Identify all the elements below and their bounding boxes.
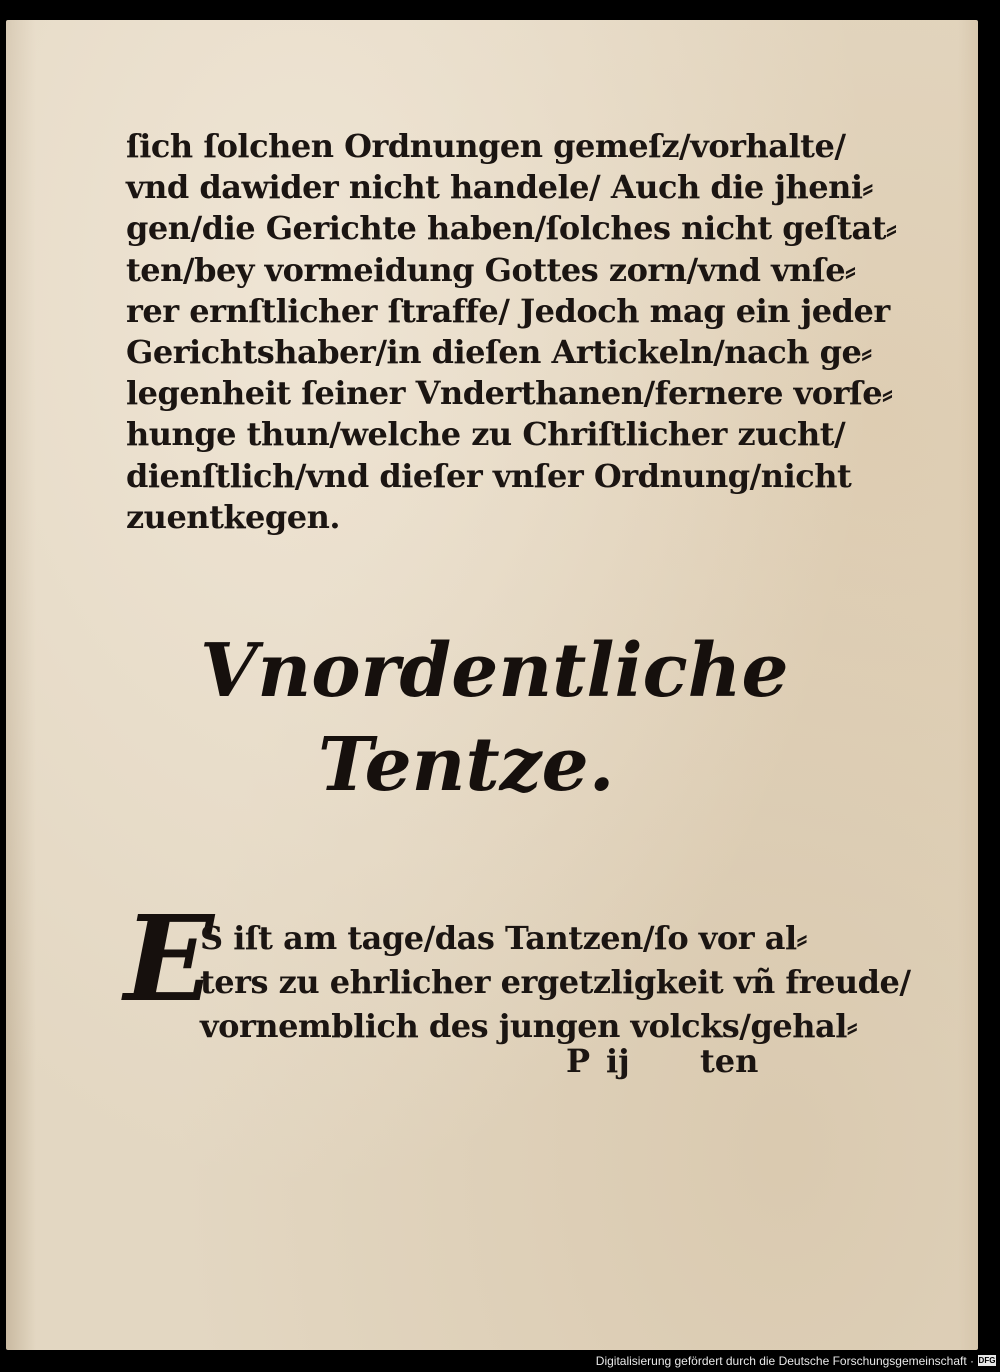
dfg-logo-icon: DFG [978, 1356, 996, 1365]
footer-bar [0, 1350, 1000, 1372]
signature-letter: P [566, 1042, 591, 1080]
section-heading-line-2: Tentze. [318, 722, 615, 808]
text-line: zuentkegen. [126, 497, 341, 536]
decorated-initial: E [124, 889, 214, 1028]
text-line: Gerichtshaber/in dieſen Artickeln/nach ge⸗ [126, 333, 872, 372]
signature-mark [566, 1042, 662, 1080]
text-line: hunge thun/welche zu Chriſtlicher zucht/ [126, 415, 846, 454]
second-paragraph [200, 916, 911, 1048]
body-paragraph [126, 126, 897, 538]
catchword: ten [700, 1042, 759, 1080]
text-line: vornemblich des jungen volcks/gehal⸗ [200, 1007, 857, 1045]
text-line: ters zu ehrlicher ergetzligkeit vñ freude/ [200, 963, 911, 1001]
text-line: legenheit ſeiner Vnderthanen/fernere vorſe⸗ [126, 374, 893, 413]
text-line: dienſtlich/vnd dieſer vnſer Ordnung/nicht [126, 456, 852, 495]
text-line: ten/bey vormeidung Gottes zorn/vnd vnſe⸗ [126, 250, 856, 289]
text-line: vnd dawider nicht handele/ Auch die jheni⸗ [126, 168, 873, 207]
signature-leaf-number: ij [606, 1042, 630, 1080]
text-line: gen/die Gerichte haben/ſolches nicht geſtat⸗ [126, 209, 897, 248]
text-line: ſich ſolchen Ordnungen gemeſz/vorhalte/ [126, 127, 846, 165]
text-line: rer ernſtlicher ſtraffe/ Jedoch mag ein jeder [126, 291, 890, 330]
funding-credit: Digitalisierung gefördert durch die Deutsche Forschungsgemeinschaft · [595, 1354, 974, 1368]
section-heading-line-1: Vnordentliche [200, 628, 789, 714]
text-line: S iſt am tage/das Tantzen/ſo vor al⸗ [200, 919, 807, 957]
